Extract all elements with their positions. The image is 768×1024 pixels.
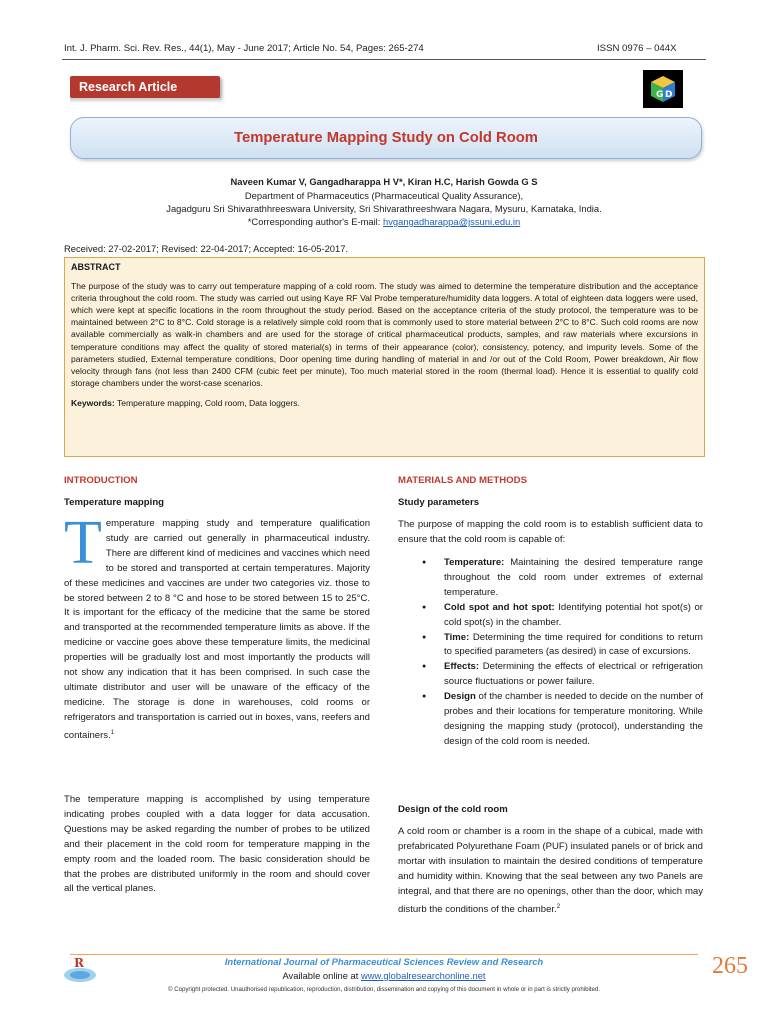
footer-rule bbox=[70, 954, 698, 955]
abstract-box bbox=[64, 257, 705, 457]
list-item: ● Time: Determining the time required for conditions to return to specified parameters (as desired) in case of excursions. bbox=[444, 631, 703, 661]
study-parameters-intro: The purpose of mapping the cold room is to establish sufficient data to ensure that the cold room is capable of: bbox=[398, 519, 703, 545]
paper-title: Temperature Mapping Study on Cold Room bbox=[70, 117, 702, 159]
footer-url-link[interactable]: www.globalresearchonline.net bbox=[360, 970, 486, 981]
abstract-heading: ABSTRACT bbox=[71, 262, 121, 272]
section-introduction: INTRODUCTION bbox=[64, 475, 138, 486]
footer-copyright: © Copyright protected. Unauthorised republication, reproduction, distribution, dissemination and copying of this document in whole or in part is strictly prohibited. bbox=[168, 986, 600, 993]
intro-paragraph-1 bbox=[64, 509, 370, 744]
keywords-label: Keywords: bbox=[71, 397, 115, 408]
intro-paragraph-1-text: emperature mapping study and temperature qualification study are carried out generally in pharmaceutical industry. There are different kind of medicines and vaccines which need to be stored and transported at certain temperatures. Majority of these medicines and vaccines are under two categories viz. those to be stored between 2 to 8 °C and hose to be stored between 15 to 25°C. It is important for the efficacy of the medicine that the same be stored and transported at the recommended temperature limits as above. If the medicine or vaccine goes above these temperature limits, the medicinal properties will be gradually lost and most importantly the products will not show any indication that it has been comprised. In such case the ultimate distributor and user will be unaware of the efficacy of the medicine. The storage is done in warehouses, cold rooms or refrigerators and transportation is carried out in boxes, vans, reefers and containers. bbox=[64, 518, 370, 741]
banner-shadow bbox=[70, 98, 220, 102]
list-item: ● Design of the chamber is needed to decide on the number of probes and their locations for temperature monitoring. While designing the mapping study (protocol), understanding the design of the cold room is needed. bbox=[444, 690, 703, 750]
study-parameters-list bbox=[444, 556, 703, 750]
keywords-line bbox=[71, 397, 698, 409]
article-type-banner: Research Article bbox=[70, 76, 220, 98]
page-number: 265 bbox=[712, 953, 748, 979]
affiliation-department: Department of Pharmaceutics (Pharmaceutical Quality Assurance), bbox=[244, 190, 524, 201]
corresponding-label: *Corresponding author's E-mail: bbox=[247, 216, 381, 227]
subsection-design-cold-room: Design of the cold room bbox=[398, 804, 508, 815]
section-materials-methods: MATERIALS AND METHODS bbox=[398, 475, 527, 486]
header-rule bbox=[62, 59, 706, 60]
svg-text:G: G bbox=[656, 90, 664, 100]
intro-paragraph-2: The temperature mapping is accomplished by using temperature indicating probes coupled with a data logger for data accusation. Questions may be asked regarding the number of probes to be utilized and their placement in the cold room for temperature mapping in the empty room and the loaded room. The basic consideration should be that the probes are distributed uniformly in the room and should cover all the vertical planes. bbox=[64, 794, 370, 895]
article-dates: Received: 27-02-2017; Revised: 22-04-2017; Accepted: 16-05-2017. bbox=[64, 243, 349, 254]
abstract-text: The purpose of the study was to carry out temperature mapping of a cold room. The study was aimed to determine the temperature distribution and the acceptance criteria throughout the cold room. The study was carried out using Kaye RF Val Probe temperature/humidity data loggers. A total of eighteen data loggers were used, which were kept at specific locations in the room throughout the study period. Based on the acceptance criteria of the study protocol, the temperature was to be maintained between 2°C to 8°C. Cold storage is a relatively simple cold room that is commonly used to store material between 2°C to 8°C. Such cold rooms are now available commercially as walk-in chambers and are used for the storage of critical pharmaceutical products, samples, and raw materials where excursions in temperature conditions may affect the quality of stored material(s) in terms of their appearance (color), consistency, potency, and impurity levels. Some of the parameters studied, External temperature conditions, Door opening time during handling of material in and /or out of the Cold Room, Power breakdown, Air flow velocity through fans (not less than 2400 CFM (cubic feet per minute), Too much material stored in the room (thermal load). Hence it is essential to qualify cold storage chambers under the worst-case scenarios. bbox=[71, 281, 698, 388]
subsection-study-parameters: Study parameters bbox=[398, 497, 480, 508]
corresponding-email-link[interactable]: hvgangadharappa@jssuni.edu.in bbox=[382, 216, 521, 227]
list-item: ● Effects: Determining the effects of electrical or refrigeration source fluctuations or power failure. bbox=[444, 660, 703, 690]
list-item: ● Temperature: Maintaining the desired temperature range throughout the cold room under extremes of external temperature. bbox=[444, 556, 703, 601]
authors: Naveen Kumar V, Gangadharappa H V*, Kiran H.C, Harish Gowda G S bbox=[230, 176, 538, 187]
footer-availability: Available online at www.globalresearchonline.net bbox=[282, 970, 486, 981]
citation-2: 2 bbox=[556, 903, 561, 910]
affiliation-university: Jagadguru Sri Shivarathhreeswara University, Sri Shivarathreeshwara Nagara, Mysuru, Karnataka, India. bbox=[166, 203, 602, 214]
svg-text:D: D bbox=[665, 90, 673, 100]
drop-cap: T bbox=[64, 509, 102, 577]
corresponding-author bbox=[60, 216, 708, 227]
issn: ISSN 0976 – 044X bbox=[597, 43, 677, 54]
list-item: ● Cold spot and hot spot: Identifying potential hot spot(s) or cold spot(s) in the chamber. bbox=[444, 601, 703, 631]
journal-citation: Int. J. Pharm. Sci. Rev. Res., 44(1), May - June 2017; Article No. 54, Pages: 265-274 bbox=[64, 43, 424, 54]
journal-logo-icon bbox=[643, 70, 683, 108]
svg-text:R: R bbox=[74, 956, 84, 970]
keywords-text: Temperature mapping, Cold room, Data loggers. bbox=[116, 397, 300, 408]
design-paragraph: A cold room or chamber is a room in the shape of a cubical, made with prefabricated Polyurethane Foam (PUF) insulated panels or of brick and mortar with insulation to maintain the desired conditions of temperature and humidity within. Knowing that the seal between any two Panels are integral, and that there are no openings, other than the door, which may disturb the conditions of the chamber.$^2$ bbox=[398, 826, 703, 915]
footer-journal-name: International Journal of Pharmaceutical Sciences Review and Research bbox=[224, 956, 544, 967]
citation-1: 1 bbox=[110, 729, 115, 736]
subsection-temperature-mapping: Temperature mapping bbox=[64, 497, 165, 508]
